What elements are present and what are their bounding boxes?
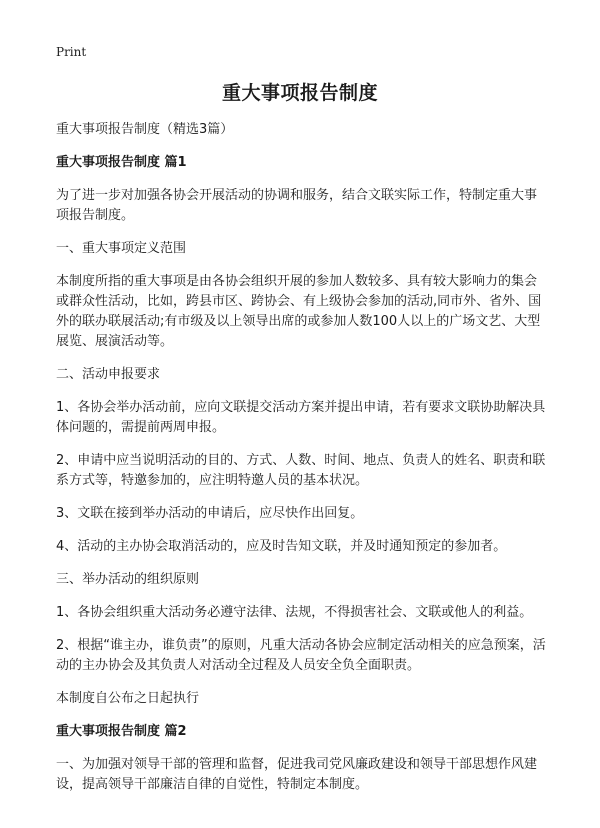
paragraph: 3、文联在接到举办活动的申请后，应尽快作出回复。 bbox=[56, 506, 364, 521]
paragraph: 二、活动申报要求 bbox=[56, 367, 161, 382]
paragraph: 为了进一步对加强各协会开展活动的协调和服务，结合文联实际工作，特制定重大事项报告制度。 bbox=[56, 188, 538, 223]
paragraph: 2、根据“谁主办，谁负责”的原则，凡重大活动各协会应制定活动相关的应急预案，活动的主办协会及其负责人对活动全过程及人员安全负全面职责。 bbox=[56, 638, 546, 673]
paragraph: 三、举办活动的组织原则 bbox=[56, 572, 200, 587]
paragraph: 本制度自公布之日起执行 bbox=[56, 691, 200, 706]
paragraph: 1、各协会组织重大活动务必遵守法律、法规，不得损害社会、文联或他人的利益。 bbox=[56, 605, 533, 620]
paragraph: 1、各协会举办活动前，应向文联提交活动方案并提出申请，若有要求文联协助解决具体问题的，需提前两周申报。 bbox=[56, 400, 546, 435]
section-heading: 重大事项报告制度 篇1 bbox=[56, 155, 187, 170]
document-subtitle: 重大事项报告制度（精选3篇） bbox=[56, 122, 234, 137]
paragraph: 2、申请中应当说明活动的目的、方式、人数、时间、地点、负责人的姓名、职责和联系方式等，特邀参加的，应注明特邀人员的基本状况。 bbox=[56, 453, 546, 488]
print-link[interactable]: Print bbox=[56, 45, 87, 59]
paragraph: 4、活动的主办协会取消活动的，应及时告知文联，并及时通知预定的参加者。 bbox=[56, 539, 507, 554]
section-heading: 重大事项报告制度 篇2 bbox=[56, 724, 187, 739]
page-title: 重大事项报告制度 bbox=[221, 82, 378, 104]
paragraph: 一、为加强对领导干部的管理和监督，促进我司党风廉政建设和领导干部思想作风建设，提高领导干部廉洁自律的自觉性，特制定本制度。 bbox=[56, 757, 538, 792]
paragraph: 本制度所指的重大事项是由各协会组织开展的参加人数较多、具有较大影响力的集会或群众性活动，比如，跨县市区、跨协会、有上级协会参加的活动,同市外、省外、国外的联办联展活动;有市级及以上领导出席的或参加人数100人以上的广场文艺、大型展览、展演活动等。 bbox=[56, 274, 542, 349]
paragraph: 一、重大事项定义范围 bbox=[56, 241, 187, 256]
document-body bbox=[56, 120, 546, 808]
